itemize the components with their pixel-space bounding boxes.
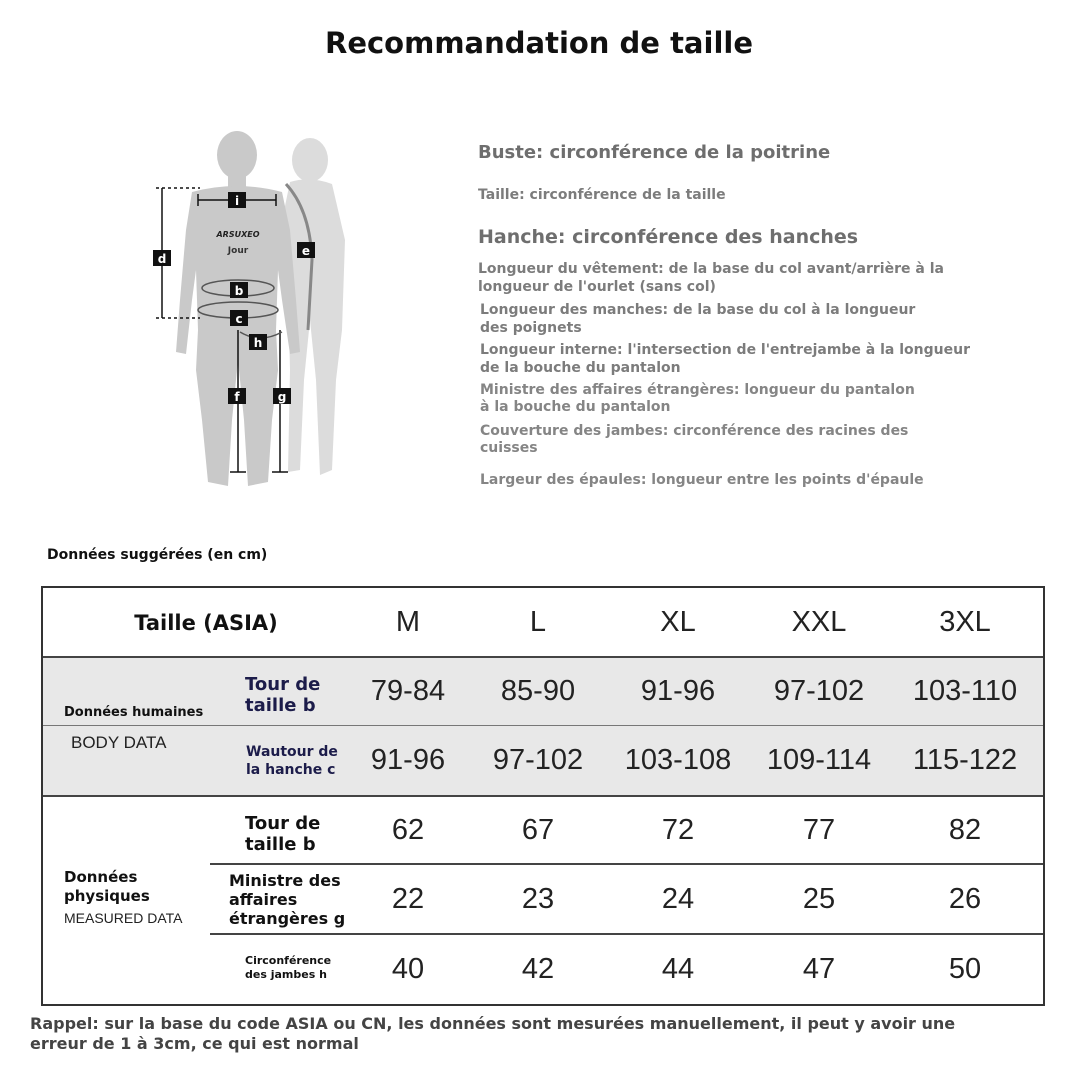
size-header-3xl: 3XL bbox=[939, 606, 991, 638]
marker-c bbox=[230, 310, 248, 326]
value-cell: 97-102 bbox=[773, 675, 865, 707]
svg-text:f: f bbox=[234, 390, 240, 404]
svg-text:e: e bbox=[301, 244, 311, 258]
marker-g bbox=[273, 388, 291, 404]
size-header-xxl: XXL bbox=[791, 606, 847, 638]
size-header-xl: XL bbox=[660, 606, 696, 638]
value-cell: 103-110 bbox=[912, 675, 1018, 707]
marker-e bbox=[297, 242, 315, 258]
shirt-text: Jour bbox=[227, 246, 249, 256]
svg-text:i: i bbox=[234, 194, 240, 208]
value-cell: 91-96 bbox=[640, 675, 716, 707]
svg-text:h: h bbox=[253, 336, 263, 350]
definition-thigh: Couverture des jambes: circonférence des racines des cuisses bbox=[480, 423, 909, 456]
value-cell: 115-122 bbox=[912, 744, 1018, 776]
row-label-hip-body: Wautour de la hanche c bbox=[246, 744, 338, 778]
definition-outseam: Ministre des affaires étrangères: longueur du pantalon à la bouche du pantalon bbox=[480, 382, 915, 415]
size-table bbox=[41, 586, 1045, 1006]
size-header-l: L bbox=[529, 606, 547, 638]
svg-text:b: b bbox=[234, 284, 244, 298]
definition-waist: Taille: circonférence de la taille bbox=[478, 187, 726, 203]
value-cell: 82 bbox=[948, 813, 982, 846]
table-caption: Données suggérées (en cm) bbox=[47, 547, 268, 563]
brand-text: ARSUXEO bbox=[216, 230, 260, 239]
definition-shoulder: Largeur des épaules: longueur entre les points d'épaule bbox=[480, 472, 924, 488]
value-cell: 40 bbox=[391, 952, 425, 985]
value-cell: 26 bbox=[948, 883, 982, 915]
value-cell: 24 bbox=[661, 883, 695, 915]
svg-text:g: g bbox=[277, 390, 287, 404]
group-label-measured: Données physiques bbox=[64, 868, 150, 905]
footer-note: Rappel: sur la base du code ASIA ou CN, les données sont mesurées manuellement, il peut y avoir une erreur de 1 à 3cm, ce qui est normal bbox=[30, 1014, 956, 1053]
value-cell: 97-102 bbox=[492, 744, 584, 776]
definition-sleeve-length: Longueur des manches: de la base du col à la longueur des poignets bbox=[480, 302, 916, 336]
group-label-body: Données humaines bbox=[64, 705, 204, 720]
value-cell: 25 bbox=[802, 883, 836, 915]
group-sublabel-measured: MEASURED DATA bbox=[64, 910, 183, 926]
size-header-m: M bbox=[395, 606, 421, 638]
marker-b bbox=[230, 282, 248, 298]
svg-text:c: c bbox=[235, 312, 243, 326]
row-label-outseam-measured: Ministre des affaires étrangères g bbox=[229, 871, 346, 928]
value-cell: 85-90 bbox=[500, 675, 576, 707]
definition-garment-length: Longueur du vêtement: de la base du col avant/arrière à la longueur de l'ourlet (sans col) bbox=[478, 261, 944, 295]
body-measurement-figure bbox=[140, 120, 380, 510]
row-label-waist-body: Tour de taille b bbox=[245, 674, 321, 716]
page-title: Recommandation de taille bbox=[324, 26, 753, 60]
row-label-thigh-measured: Circonférence des jambes h bbox=[245, 954, 332, 981]
marker-f bbox=[228, 388, 246, 404]
size-header-label: Taille (ASIA) bbox=[134, 610, 278, 635]
row-label-waist-measured: Tour de taille b bbox=[245, 813, 321, 855]
definition-inseam: Longueur interne: l'intersection de l'entrejambe à la longueur de la bouche du pantalon bbox=[480, 342, 970, 376]
value-cell: 42 bbox=[521, 952, 555, 985]
value-cell: 72 bbox=[661, 813, 695, 846]
value-cell: 23 bbox=[521, 883, 555, 915]
value-cell: 91-96 bbox=[370, 744, 446, 776]
value-cell: 77 bbox=[802, 813, 836, 846]
value-cell: 44 bbox=[661, 952, 695, 985]
value-cell: 50 bbox=[948, 952, 982, 985]
svg-text:d: d bbox=[157, 252, 167, 266]
value-cell: 109-114 bbox=[766, 744, 872, 776]
value-cell: 103-108 bbox=[624, 744, 732, 776]
definition-bust: Buste: circonférence de la poitrine bbox=[478, 142, 831, 163]
value-cell: 22 bbox=[391, 883, 425, 915]
value-cell: 79-84 bbox=[370, 675, 446, 707]
marker-i bbox=[228, 192, 246, 208]
value-cell: 47 bbox=[802, 952, 836, 985]
value-cell: 67 bbox=[521, 813, 555, 846]
group-sublabel-body: BODY DATA bbox=[71, 733, 167, 752]
marker-d bbox=[153, 250, 171, 266]
value-cell: 62 bbox=[391, 813, 425, 846]
definition-hip: Hanche: circonférence des hanches bbox=[478, 226, 859, 248]
marker-h bbox=[249, 334, 267, 350]
